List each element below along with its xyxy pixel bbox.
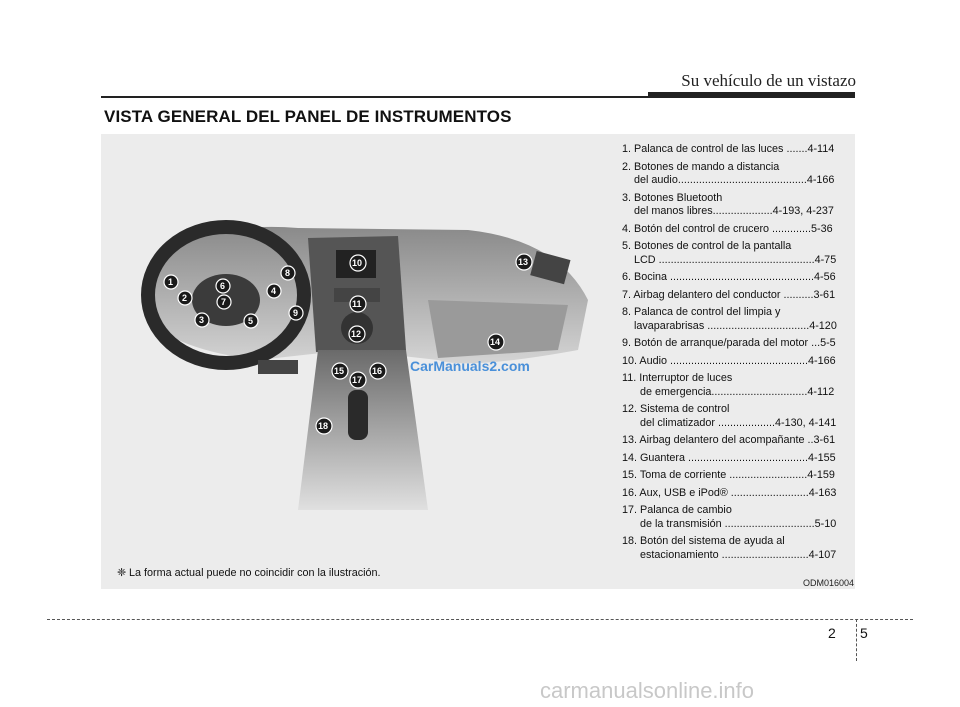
- legend-item: 17. Palanca de cambio de la transmisión ..............................5-10: [622, 504, 837, 530]
- svg-text:16: 16: [372, 366, 383, 376]
- svg-text:5: 5: [248, 316, 254, 326]
- legend-item: 12. Sistema de control del climatizador ...................4-130, 4-141: [622, 403, 837, 429]
- callout-16: [370, 363, 386, 379]
- page-header-title: Su vehículo de un vistazo: [681, 71, 856, 90]
- callout-9: [289, 306, 303, 320]
- callout-12: [349, 326, 365, 342]
- svg-text:3: 3: [199, 315, 205, 325]
- svg-text:11: 11: [352, 299, 362, 309]
- callout-14: [488, 334, 504, 350]
- svg-text:14: 14: [490, 337, 501, 347]
- callout-15: [332, 363, 348, 379]
- page-number: 5: [860, 625, 868, 641]
- legend-item: 13. Airbag delantero del acompañante ..3-61: [622, 434, 836, 446]
- legend-item: 11. Interruptor de luces de emergencia................................4-112: [622, 372, 835, 398]
- component-legend: [622, 143, 854, 566]
- section-title: VISTA GENERAL DEL PANEL DE INSTRUMENTOS: [104, 107, 512, 126]
- footer-vertical-rule: [856, 619, 857, 661]
- site-watermark: carmanualsonline.info: [540, 678, 755, 703]
- callout-17: [350, 372, 366, 388]
- legend-item: 14. Guantera ........................................4-155: [622, 451, 836, 464]
- legend-item: 3. Botones Bluetooth del manos libres....................4-193, 4-237: [622, 191, 834, 217]
- svg-text:9: 9: [293, 308, 299, 318]
- svg-text:15: 15: [334, 366, 345, 376]
- legend-item: 5. Botones de control de la pantalla LCD ....................................................4-75: [622, 240, 837, 266]
- svg-text:6: 6: [220, 281, 226, 291]
- svg-text:13: 13: [518, 257, 529, 267]
- svg-text:2: 2: [182, 293, 188, 303]
- legend-item: 9. Botón de arranque/parada del motor ...5-5: [622, 337, 836, 349]
- footer-dashed-rule: [47, 619, 913, 620]
- svg-text:10: 10: [352, 258, 363, 268]
- legend-item: 4. Botón del control de crucero .............5-36: [622, 222, 833, 235]
- callout-6: [216, 279, 230, 293]
- legend-item: 15. Toma de corriente ..........................4-159: [622, 469, 835, 481]
- callout-11: [350, 296, 366, 312]
- pedal: [258, 360, 298, 374]
- legend-item: 2. Botones de mando a distancia del audio...........................................4-166: [622, 160, 835, 186]
- svg-text:1: 1: [168, 277, 174, 287]
- legend-item: 6. Bocina ................................................4-56: [622, 271, 836, 283]
- dashboard-illustration: [138, 200, 592, 510]
- svg-text:12: 12: [351, 329, 362, 339]
- callout-3: [195, 313, 209, 327]
- illustration-note: ❈ La forma actual puede no coincidir con la ilustración.: [117, 567, 381, 579]
- legend-item: 7. Airbag delantero del conductor ..........3-61: [622, 288, 836, 301]
- legend-item: 16. Aux, USB e iPod® ..........................4-163: [622, 486, 837, 499]
- legend-item: 8. Palanca de control del limpia y lavaparabrisas ..................................4-120: [622, 306, 837, 332]
- callout-10: [350, 255, 366, 271]
- callout-1: [164, 275, 178, 289]
- legend-item: 18. Botón del sistema de ayuda al estacionamiento .............................4-107: [622, 535, 837, 561]
- chapter-number: 2: [828, 625, 836, 641]
- callout-18: [316, 418, 332, 434]
- header-rule-accent: [648, 92, 855, 98]
- figure-code: ODM016004: [802, 578, 854, 588]
- callout-4: [267, 284, 281, 298]
- legend-item: 1. Palanca de control de las luces .......4-114: [622, 143, 835, 155]
- callout-8: [281, 266, 295, 280]
- legend-item: 10. Audio ..............................................4-166: [622, 354, 836, 367]
- watermark-text: CarManuals2.com: [410, 358, 530, 374]
- svg-text:4: 4: [271, 286, 277, 296]
- callout-7: [217, 295, 231, 309]
- shift-lever: [348, 390, 368, 440]
- svg-text:18: 18: [318, 421, 329, 431]
- svg-text:17: 17: [352, 375, 363, 385]
- callout-13: [516, 254, 532, 270]
- callout-5: [244, 314, 258, 328]
- svg-text:8: 8: [285, 268, 291, 278]
- svg-text:7: 7: [221, 297, 227, 307]
- callout-2: [178, 291, 192, 305]
